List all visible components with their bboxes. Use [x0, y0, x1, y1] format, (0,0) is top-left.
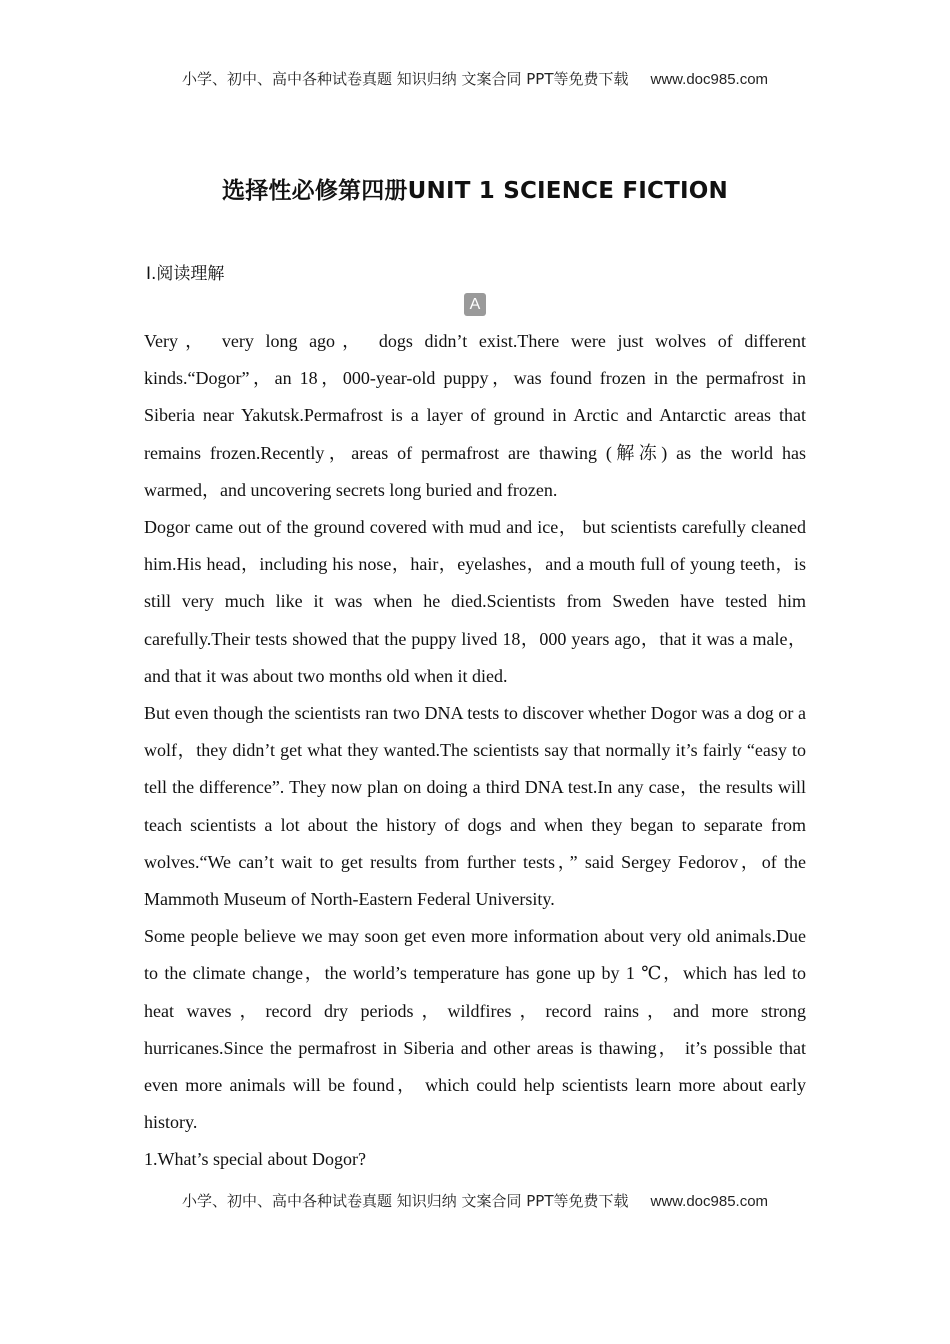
passage-paragraph: Some people believe we may soon get even more information about very old animals.Due to the climate change，the world’s temperature has gone up by 1 ℃，which has led to heat waves，record dry periods，wildfires，record rains，and more strong hurricanes.Since the permafrost in Siberia and other areas is thawing， it’s possible that even more animals will be found， which could help scientists learn more about early history. — [144, 926, 806, 1133]
footer-text: 小学、初中、高中各种试卷真题 知识归纳 文案合同 PPT等免费下载 — [181, 1192, 629, 1210]
section-heading: Ⅰ.阅读理解 — [146, 264, 225, 284]
passage-label-badge: A — [464, 293, 486, 316]
document-title: 选择性必修第四册UNIT 1 SCIENCE FICTION — [222, 178, 728, 204]
passage-paragraph: Dogor came out of the ground covered with mud and ice， but scientists carefully cleaned him.His head，including his nose，hair，eyelashes，and a mouth full of young teeth，is still very much like it was when he died.Scientists from Sweden have tested him carefully.Their tests showed that the puppy lived 18，000 years ago，that it was a male，and that it was about two months old when it died. — [144, 517, 806, 686]
reading-passage — [144, 323, 806, 1141]
header-url[interactable]: www.doc985.com — [650, 71, 769, 88]
question-1: 1.What’s special about Dogor? — [144, 1149, 366, 1169]
page-header — [0, 68, 950, 89]
footer-url[interactable]: www.doc985.com — [650, 1193, 769, 1210]
header-text: 小学、初中、高中各种试卷真题 知识归纳 文案合同 PPT等免费下载 — [181, 70, 629, 88]
page-footer — [0, 1190, 950, 1211]
passage-paragraph: Very， very long ago， dogs didn’t exist.There were just wolves of different kinds.“Dogor”，an 18，000-year-old puppy，was found frozen in the permafrost in Siberia near Yakutsk.Permafrost is a layer of ground in Arctic and Antarctic areas that remains frozen.Recently，areas of permafrost are thawing (解冻) as the world has warmed，and uncovering secrets long buried and frozen. — [144, 331, 806, 500]
passage-paragraph: But even though the scientists ran two DNA tests to discover whether Dogor was a dog or a wolf，they didn’t get what they wanted.The scientists say that normally it’s fairly “easy to tell the difference”. They now plan on doing a third DNA test.In any case，the results will teach scientists a lot about the history of dogs and when they began to separate from wolves.“We can’t wait to get results from further tests，” said Sergey Fedorov，of the Mammoth Museum of North-Eastern Federal University. — [144, 703, 806, 910]
